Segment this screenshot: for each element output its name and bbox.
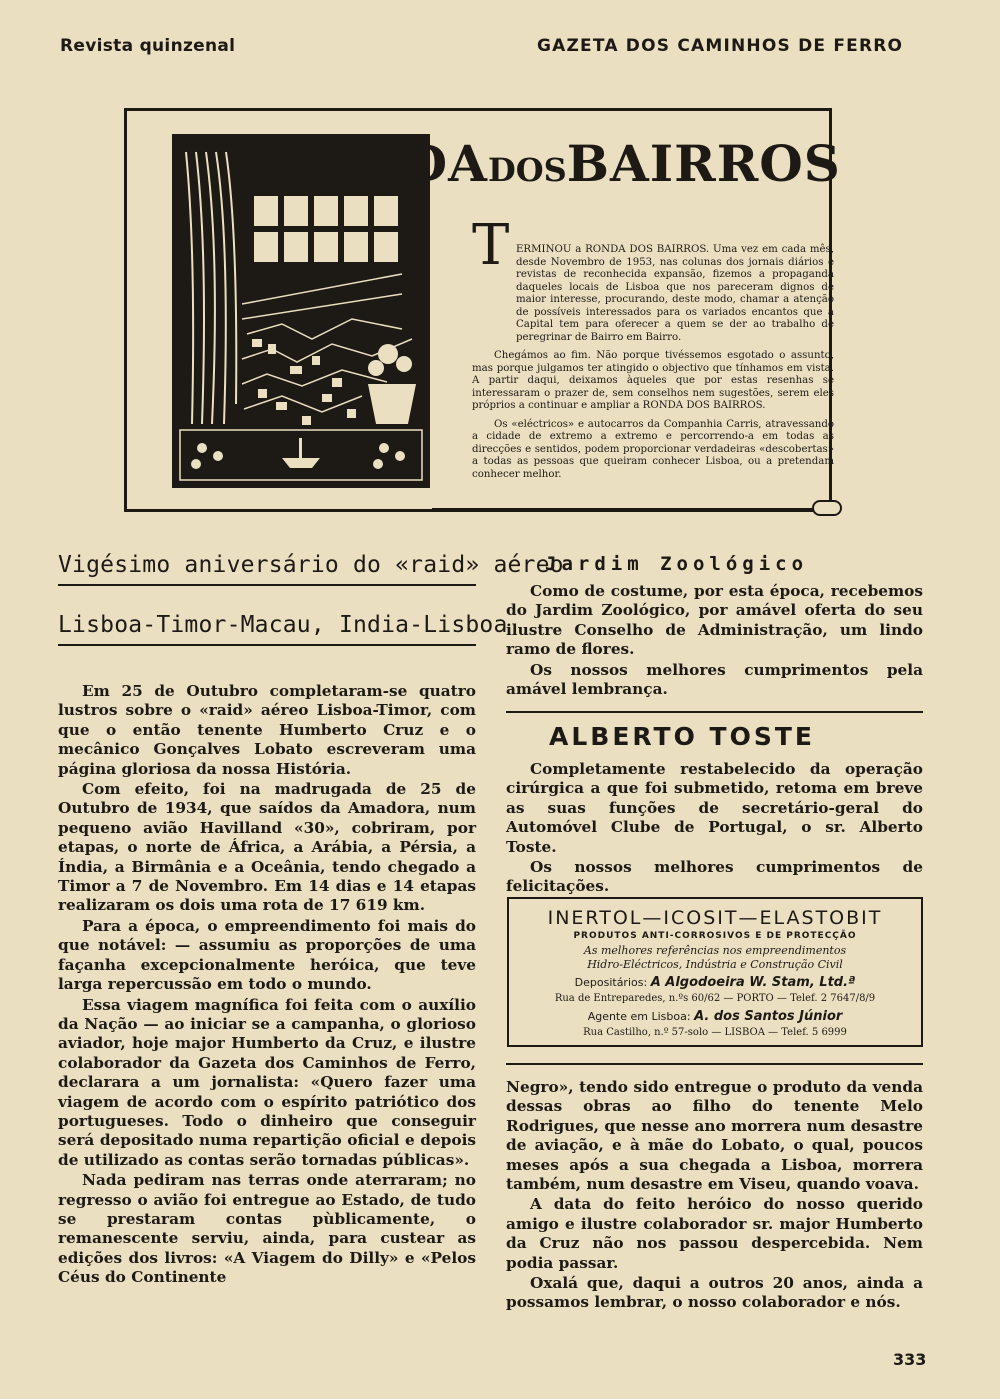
section-divider bbox=[506, 1063, 923, 1065]
raid-paragraph: A data do feito heróico do nosso querido amigo e ilustre colaborador sr. major Humberto da Cruz não nos passou despercebida. Nem podia passar. bbox=[506, 1195, 923, 1272]
toste-heading: ALBERTO TOSTE bbox=[549, 722, 815, 751]
ronda-title-word: BAIRROS bbox=[566, 134, 841, 193]
raid-heading-rule bbox=[58, 644, 476, 646]
ad-references: As melhores referências nos empreendimentos bbox=[583, 944, 847, 957]
raid-paragraph: Com efeito, foi na madrugada de 25 de Outubro de 1934, que saídos da Amadora, num pequeno avião Havilland «30», cobriram, por etapas, o norte de África, a Arábia, a Pérsia, a Índia, a Birmânia e a Oceânia, tendo chegado a Timor a 7 de Novembro. Em 14 dias e 14 etapas realizaram os dois uma rota de 17 619 km. bbox=[58, 780, 476, 915]
ad-sectors: Hidro-Eléctricos, Indústria e Construção Civil bbox=[587, 958, 843, 971]
raid-article-body bbox=[58, 682, 476, 1288]
toste-body bbox=[506, 760, 923, 897]
ad-lisboa-address: Rua Castilho, n.º 57-solo — LISBOA — Telef. 5 6999 bbox=[583, 1027, 847, 1038]
raid-paragraph: Para a época, o empreendimento foi mais do que notável: — assumiu as proporções de uma façanha excepcionalmente heróica, que teve larga repercussão em todo o mundo. bbox=[58, 916, 476, 994]
ad-products: PRODUTOS ANTI-CORROSIVOS E DE PROTECÇÃO bbox=[573, 931, 857, 941]
zoo-heading: Jardim Zoológico bbox=[545, 553, 809, 575]
zoo-paragraph: Como de costume, por esta época, recebemos do Jardim Zoológico, por amável oferta do seu ilustre Conselho de Administração, um lindo ramo de flores. bbox=[506, 582, 923, 659]
ad-brands: INERTOL—ICOSIT—ELASTOBIT bbox=[547, 907, 883, 929]
ronda-title-word: RONDA bbox=[270, 134, 488, 193]
ad-depositarios-name: A Algodoeira W. Stam, Ltd.ª bbox=[650, 975, 856, 990]
toste-paragraph: Completamente restabelecido da operação cirúrgica a que foi submetido, retoma em breve as suas funções de secretário-geral do Automóvel Clube de Portugal, o sr. Alberto Toste. bbox=[506, 760, 923, 856]
ad-agent-label: Agente em Lisboa: bbox=[587, 1010, 691, 1023]
ronda-paragraph: Os «eléctricos» e autocarros da Companhia Carris, atravessando a cidade de extremo a extremo e percorrendo-a em todas as direcções e sentidos, podem proporcionar verdadeiras «descobertas» a todas as pessoas que queiram conhecer Lisboa, ou a pretendam conhecer melhor. bbox=[472, 418, 834, 480]
raid-heading-line2: Lisboa-Timor-Macau, India-Lisboa bbox=[58, 612, 508, 638]
ad-agent bbox=[509, 1009, 921, 1024]
ad-agent-name: A. dos Santos Júnior bbox=[694, 1009, 843, 1024]
ronda-paragraph: Chegámos ao fim. Não porque tivéssemos esgotado o assunto, mas porque julgamos ter atingido o objectivo que tínhamos em vista. A partir daqui, deixamos àqueles que por estas resenhas se interessaram o prazer de, sem conselhos nem sugestões, serem eles próprios a continuar e ampliar a RONDA DOS BAIRROS. bbox=[472, 350, 834, 411]
section-divider bbox=[506, 711, 923, 713]
ad-porto-address: Rua de Entreparedes, n.ºs 60/62 — PORTO — Telef. 2 7647/8/9 bbox=[554, 993, 876, 1004]
ad-depositarios-label: Depositários: bbox=[574, 976, 648, 989]
ronda-title-word: DOS bbox=[487, 151, 567, 189]
ad-depositarios bbox=[509, 975, 921, 990]
ronda-body bbox=[472, 244, 834, 487]
inertol-ad bbox=[507, 897, 923, 1047]
ronda-title bbox=[270, 134, 841, 193]
raid-paragraph: Negro», tendo sido entregue o produto da venda dessas obras ao filho do tenente Melo Rodrigues, que nesse ano morrera num desastre de aviação, e à mãe do Lobato, o qual, poucos meses após a sua chegada a Lisboa, morrera também, num desastre em Viseu, quando voava. bbox=[506, 1078, 923, 1194]
raid-continuation bbox=[506, 1078, 923, 1313]
masthead-left: Revista quinzenal bbox=[60, 36, 236, 56]
raid-paragraph: Essa viagem magnífica foi feita com o auxílio da Nação — ao iniciar se a campanha, o glorioso aviador, hoje major Humberto da Cruz, e ilustre colaborador da Gazeta dos Caminhos de Ferro, declarara a um jornalista: «Quero fazer uma viagem de acordo com o espírito patriótico dos portugueses. Todo o dinheiro que conseguir será depositado numa repartição oficial e depois de utilizado as contas serão tornadas públicas». bbox=[58, 995, 476, 1169]
page-number: 333 bbox=[893, 1350, 927, 1369]
masthead-right: GAZETA DOS CAMINHOS DE FERRO bbox=[537, 36, 904, 56]
raid-heading-line1: Vigésimo aniversário do «raid» aéreo bbox=[58, 552, 564, 578]
raid-paragraph: Em 25 de Outubro completaram-se quatro lustros sobre o «raid» aéreo Lisboa-Timor, com que o então tenente Humberto Cruz e o mecânico Gonçalves Lobato escreveram uma página gloriosa da nossa História. bbox=[58, 682, 476, 778]
zoo-body bbox=[506, 582, 923, 699]
ronda-paragraph: ERMINOU a RONDA DOS BAIRROS. Uma vez em cada mês, desde Novembro de 1953, nas colunas dos jornais diários e revistas de reconhecida expansão, fizemos a propaganda daqueles locais de Lisboa que nos pareceram dignos de maior interesse, procurando, deste modo, chamar a atenção de possíveis interessados para os variados encantos que a Capital tem para oferecer a quem se der ao trabalho de peregrinar de Bairro em Bairro. bbox=[516, 244, 834, 343]
raid-paragraph: Nada pediram nas terras onde aterraram; no regresso o avião foi entregue ao Estado, de tudo se prestaram contas pùblicamente, o remanescente serviu, ainda, para custear as edições dos livros: «A Viagem do Dilly» e «Pelos Céus do Continente bbox=[58, 1171, 476, 1287]
ronda-ornament-icon bbox=[812, 500, 842, 516]
ronda-bottom-rule bbox=[432, 508, 814, 511]
raid-heading-rule bbox=[58, 584, 476, 586]
ronda-dropcap: T bbox=[472, 213, 510, 278]
raid-paragraph: Oxalá que, daqui a outros 20 anos, ainda a possamos lembrar, o nosso colaborador e nós. bbox=[506, 1274, 923, 1312]
zoo-paragraph: Os nossos melhores cumprimentos pela amável lembrança. bbox=[506, 660, 923, 699]
toste-paragraph: Os nossos melhores cumprimentos de felicitações. bbox=[506, 858, 923, 896]
